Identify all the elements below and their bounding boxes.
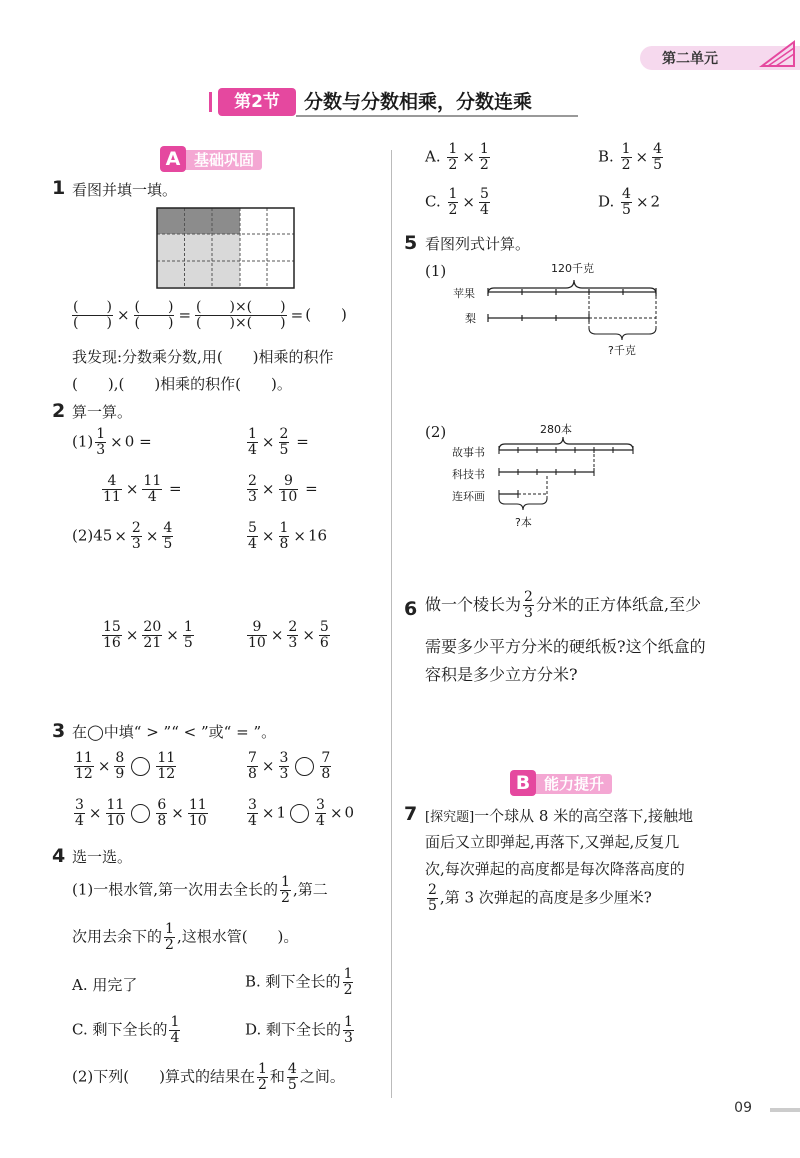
level-b-badge: B xyxy=(510,770,536,796)
q6-line2: 需要多少平方分米的硬纸板?这个纸盒的 xyxy=(425,637,706,656)
q6-line3: 容积是多少立方分米? xyxy=(425,665,578,684)
q1-line2: ( ),( )相乘的积作( )。 xyxy=(72,375,292,393)
q4-1-line1: (1)一根水管,第一次用去全长的 $\frac{1}{2}$ ,第二 xyxy=(72,874,328,906)
q3-b: $\frac{7}{8}$ × $\frac{3}{3}$ $\frac{7}{8}$ xyxy=(248,750,331,782)
q7-line1: [探究题]一个球从 8 米的高空落下,接触地 xyxy=(425,807,694,825)
q4-prompt: 选一选。 xyxy=(72,848,133,866)
q1-result-blank[interactable]: ( ) xyxy=(305,305,347,324)
q3-d: $\frac{3}{4}$ × 1 $\frac{3}{4}$ × 0 xyxy=(248,797,355,829)
q4-choice-a[interactable]: A. $\frac{1}{2}$ × $\frac{1}{2}$ xyxy=(425,141,489,173)
q3-c: $\frac{3}{4}$ × $\frac{11}{10}$ $\frac{6}{8}$ × $\frac{11}{10}$ xyxy=(75,797,207,829)
q5-segment-diagram-2 xyxy=(495,432,640,524)
level-a-label: 基础巩固 xyxy=(180,150,262,170)
q2-1c: $\frac{4}{11}$ × $\frac{11}{4}$ = xyxy=(103,473,182,505)
q1-line1: 我发现:分数乘分数,用( )相乘的积作 xyxy=(72,348,334,366)
q7-line2: 面后又立即弹起,再落下,又弹起,反复几 xyxy=(425,833,680,851)
q4-2-line: (2)下列( )算式的结果在 $\frac{1}{2}$ 和 $\frac{4}{5}$ 之间。 xyxy=(72,1061,345,1093)
level-a-badge: A xyxy=(160,146,186,172)
q3-a: $\frac{11}{12}$ × $\frac{8}{9}$ $\frac{11}{12}$ xyxy=(75,750,176,782)
q7-line3: 次,每次弹起的高度都是每次降落高度的 xyxy=(425,860,685,878)
q2-1b: $\frac{1}{4}$ × $\frac{2}{5}$ = xyxy=(248,426,309,458)
page-number: 09 xyxy=(734,1100,752,1116)
q4-choice-c[interactable]: C. $\frac{1}{2}$ × $\frac{5}{4}$ xyxy=(425,186,489,218)
q1-number: 1 xyxy=(52,177,66,199)
q5-part2: (2) xyxy=(425,423,447,441)
q5-d2-row3: 连环画 xyxy=(452,490,485,503)
section-marker xyxy=(209,92,218,112)
q6-number: 6 xyxy=(404,598,418,620)
q2-number: 2 xyxy=(52,400,66,422)
q4-option-d[interactable]: D. 剩下全长的 $\frac{1}{3}$ xyxy=(245,1014,353,1046)
q2-2a: (2)45 × $\frac{2}{3}$ × $\frac{4}{5}$ xyxy=(72,520,173,552)
ruler-triangle-icon xyxy=(758,40,798,70)
q4-1-line2: 次用去余下的 $\frac{1}{2}$ ,这根水管( )。 xyxy=(72,921,299,953)
q5-d2-row1: 故事书 xyxy=(452,446,485,459)
section-title: 分数与分数相乘，分数连乘 xyxy=(304,91,533,113)
q4-number: 4 xyxy=(52,845,66,867)
q2-1a: (1) $\frac{1}{3}$ × 0 = xyxy=(72,426,152,458)
q4-option-c[interactable]: C. 剩下全长的 $\frac{1}{4}$ xyxy=(72,1014,180,1046)
q5-d1-total: 120千克 xyxy=(551,262,594,275)
q2-2d: $\frac{9}{10}$ × $\frac{2}{3}$ × $\frac{5}{6}$ xyxy=(248,619,329,651)
level-b-label: 能力提升 xyxy=(530,774,612,794)
section-badge: 第2节 xyxy=(218,88,296,116)
q4-option-b[interactable]: B. 剩下全长的 $\frac{1}{2}$ xyxy=(245,966,353,998)
q1-blank-frac-2[interactable]: $\frac{( )}{( )}$ xyxy=(134,299,174,331)
q5-d2-total: 280本 xyxy=(540,423,572,436)
q5-part1: (1) xyxy=(425,262,447,280)
q4-choice-d[interactable]: D. $\frac{4}{5}$ × 2 xyxy=(598,186,661,218)
q5-segment-diagram-1 xyxy=(482,272,664,344)
q1-equation: $\frac{( )}{( )}$ × $\frac{( )}{( )}$ = $\frac{( )\times( )}{( )\times( )}$ = ( ) xyxy=(73,299,347,331)
q5-d2-unknown: ?本 xyxy=(515,516,532,529)
q5-number: 5 xyxy=(404,232,418,254)
q4-option-a[interactable]: A. 用完了 xyxy=(72,976,138,994)
q2-prompt: 算一算。 xyxy=(72,403,133,421)
compare-circle[interactable] xyxy=(290,804,309,823)
unit-tab xyxy=(640,46,800,70)
compare-circle[interactable] xyxy=(295,757,314,776)
q1-blank-frac-3[interactable]: $\frac{( )\times( )}{( )\times( )}$ xyxy=(196,299,286,331)
section-underline xyxy=(296,115,578,117)
q5-d1-unknown: ?千克 xyxy=(608,344,636,357)
q2-2c: $\frac{15}{16}$ × $\frac{20}{21}$ × $\frac{1}{5}$ xyxy=(103,619,193,651)
q1-blank-frac-1[interactable]: $\frac{( )}{( )}$ xyxy=(73,299,112,331)
q6-line1: 做一个棱长为 $\frac{2}{3}$ 分米的正方体纸盒,至少 xyxy=(425,589,702,621)
q3-number: 3 xyxy=(52,720,66,742)
q7-line4: $\frac{2}{5}$ ,第 3 次弹起的高度是多少厘米? xyxy=(428,882,652,914)
q5-prompt: 看图列式计算。 xyxy=(425,235,531,253)
unit-title: 第二单元 xyxy=(662,51,718,67)
q2-2b: $\frac{5}{4}$ × $\frac{1}{8}$ × 16 xyxy=(248,520,328,552)
q4-choice-b[interactable]: B. $\frac{1}{2}$ × $\frac{4}{5}$ xyxy=(598,141,662,173)
q3-prompt: 在◯中填“ > ”“ < ”或“ = ”。 xyxy=(72,723,277,741)
q7-number: 7 xyxy=(404,803,418,825)
q2-1d: $\frac{2}{3}$ × $\frac{9}{10}$ = xyxy=(248,473,318,505)
q1-prompt: 看图并填一填。 xyxy=(72,181,178,199)
q5-d1-row1: 苹果 xyxy=(453,287,475,300)
compare-circle[interactable] xyxy=(131,804,150,823)
q5-d1-row2: 梨 xyxy=(465,312,476,325)
compare-circle[interactable] xyxy=(131,757,150,776)
column-divider xyxy=(391,150,392,1098)
page-number-bar xyxy=(770,1108,800,1112)
q1-grid-figure xyxy=(156,207,296,289)
q5-d2-row2: 科技书 xyxy=(452,468,485,481)
